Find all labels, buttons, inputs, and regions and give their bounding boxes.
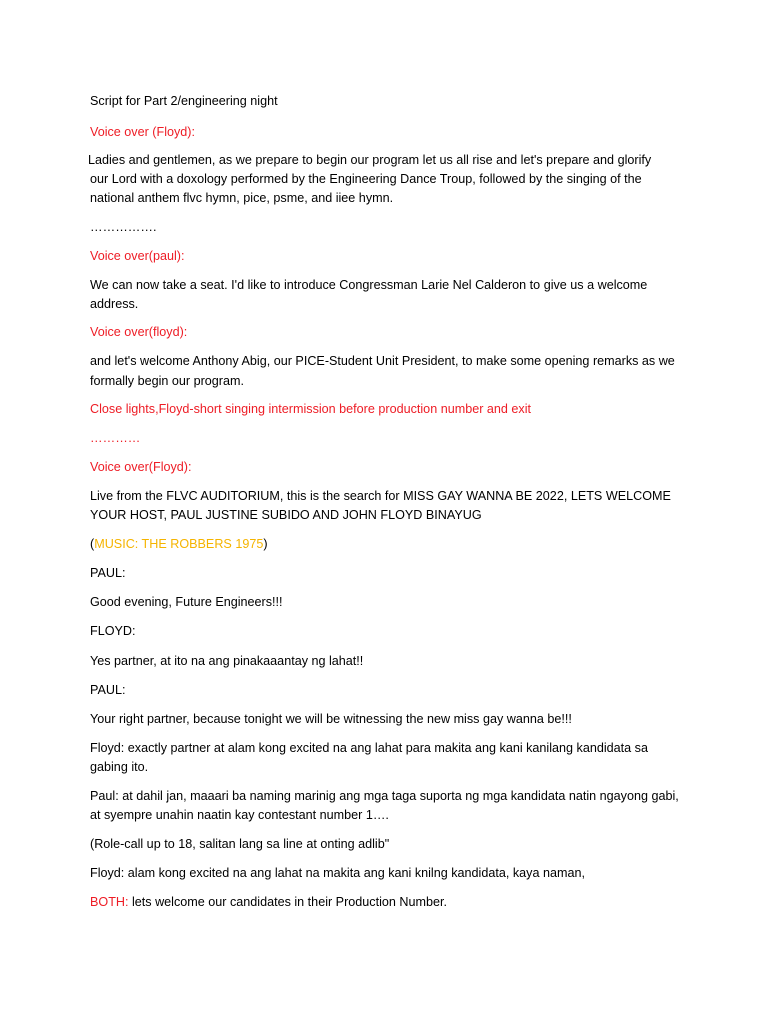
voice-over-floyd-heading: Voice over (Floyd): xyxy=(90,125,195,139)
music-cue xyxy=(90,535,690,554)
final-line xyxy=(90,893,690,912)
paragraph-line: YOUR HOST, PAUL JUSTINE SUBIDO AND JOHN FLOYD BINAYUG xyxy=(90,508,482,522)
paragraph-line: and let's welcome Anthony Abig, our PICE-Student Unit President, to make some opening remarks as we xyxy=(90,354,675,368)
music-open-paren: ( xyxy=(90,537,95,551)
dialogue-line: gabing ito. xyxy=(90,760,149,774)
dialogue-line: Floyd: exactly partner at alam kong excited na ang lahat para makita ang kani kanilang kandidata sa xyxy=(90,741,648,755)
document-title: Script for Part 2/engineering night xyxy=(90,94,278,108)
paragraph-line: our Lord with a doxology performed by the Engineering Dance Troup, followed by the singing of the xyxy=(90,172,642,186)
paragraph-line: formally begin our program. xyxy=(90,374,244,388)
final-line-text: lets welcome our candidates in their Production Number. xyxy=(128,895,447,909)
dialogue-line: Yes partner, at ito na ang pinakaaantay ng lahat!! xyxy=(90,654,364,668)
paragraph-line: Live from the FLVC AUDITORIUM, this is the search for MISS GAY WANNA BE 2022, LETS WELCOME xyxy=(90,489,671,503)
ellipsis-separator: ………… xyxy=(90,431,141,445)
speaker-label: PAUL: xyxy=(90,566,126,580)
paragraph-line: national anthem flvc hymn, pice, psme, and iiee hymn. xyxy=(90,191,394,205)
dialogue-line: at syempre unahin naatin kay contestant number 1…. xyxy=(90,808,389,822)
music-close-paren: ) xyxy=(263,537,268,551)
music-label: MUSIC: THE ROBBERS 1975 xyxy=(94,537,264,551)
voice-over-floyd-heading: Voice over(Floyd): xyxy=(90,460,192,474)
speaker-both: BOTH: xyxy=(90,895,129,909)
paragraph-line: address. xyxy=(90,297,139,311)
paragraph-line: We can now take a seat. I'd like to introduce Congressman Larie Nel Calderon to give us a welcome xyxy=(90,278,648,292)
dialogue-line: Good evening, Future Engineers!!! xyxy=(90,595,283,609)
paragraph-line: Ladies and gentlemen, as we prepare to begin our program let us all rise and let's prepare and glorify xyxy=(88,153,652,167)
dialogue-line: Floyd: alam kong excited na ang lahat na makita ang kani knilng kandidata, kaya naman, xyxy=(90,866,585,880)
ellipsis-separator: ……………. xyxy=(90,220,157,234)
dialogue-line: Paul: at dahil jan, maaari ba naming marinig ang mga taga suporta ng mga kandidata natin ngayong gabi, xyxy=(90,789,679,803)
voice-over-paul-heading: Voice over(paul): xyxy=(90,249,185,263)
stage-direction: (Role-call up to 18, salitan lang sa line at onting adlib" xyxy=(90,837,390,851)
speaker-label: FLOYD: xyxy=(90,624,136,638)
speaker-label: PAUL: xyxy=(90,683,126,697)
dialogue-line: Your right partner, because tonight we will be witnessing the new miss gay wanna be!!! xyxy=(90,712,572,726)
voice-over-floyd-heading: Voice over(floyd): xyxy=(90,325,188,339)
stage-cue: Close lights,Floyd-short singing intermission before production number and exit xyxy=(90,402,532,416)
